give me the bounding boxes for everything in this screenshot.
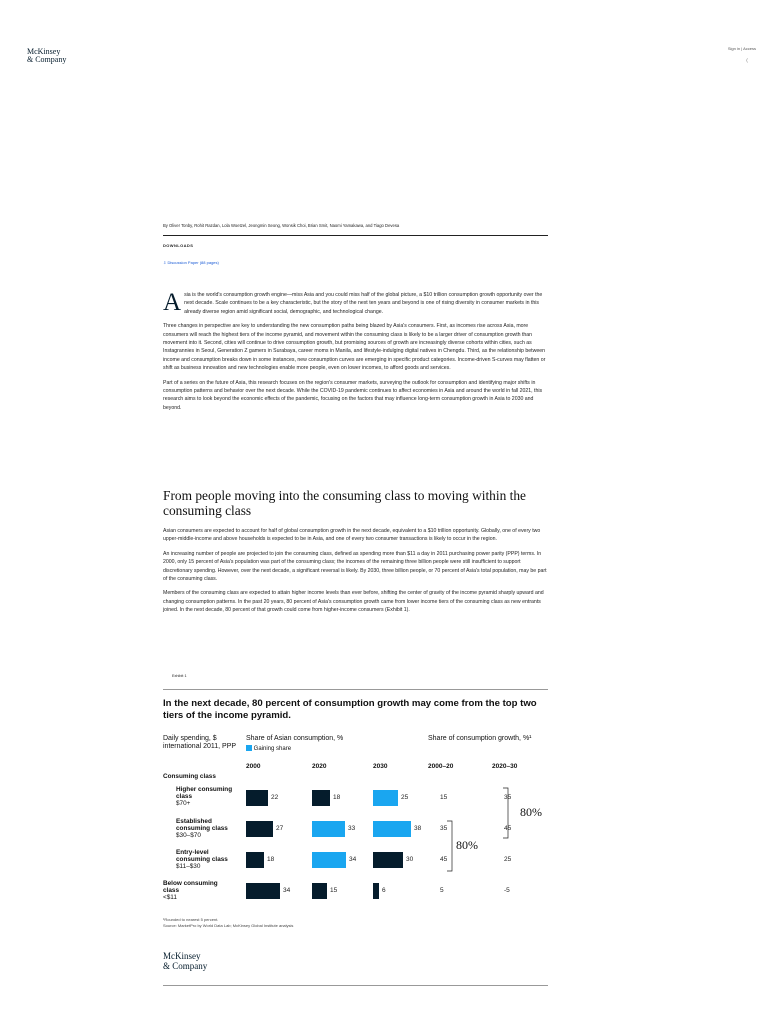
year-2030: 2030 [373, 763, 388, 770]
bracket-2000-20 [447, 821, 452, 871]
mckinsey-logo[interactable] [27, 48, 66, 64]
sign-in-link[interactable]: Sign in | Access [727, 46, 756, 51]
bar-2020-row-1 [312, 821, 345, 837]
growth-value-2000–20-row-0: 15 [440, 794, 448, 801]
logo-line2: & Company [27, 55, 67, 64]
bar-label-2030-row-1: 38 [414, 825, 422, 832]
intro-paragraph-1 [163, 291, 548, 316]
divider [163, 235, 548, 236]
bar-label-2020-row-1: 33 [348, 825, 356, 832]
growth-value-2020–30-row-1: 45 [504, 825, 512, 832]
group-label-consuming-class: Consuming class [163, 773, 216, 780]
bar-2030-row-2 [373, 852, 403, 868]
bar-2030-row-0 [373, 790, 398, 806]
growth-value-2020–30-row-3: -5 [504, 887, 510, 894]
download-icon: ⇩ [163, 260, 167, 265]
exhibit-title: In the next decade, 80 percent of consumption growth may come from the top two tiers of the income pyramid. [163, 698, 537, 721]
row-range-text: $70+ [176, 800, 191, 807]
row-range-text: <$11 [163, 894, 177, 901]
legend-swatch [246, 745, 252, 751]
bar-label-2030-row-2: 30 [406, 856, 414, 863]
exhibit-logo-line1: McKinsey [163, 951, 201, 961]
bar-label-2030-row-0: 25 [401, 794, 409, 801]
bar-label-2000-row-3: 34 [283, 887, 291, 894]
legend-gaining-share [246, 745, 291, 753]
row-label-text: Higher consuming class [176, 786, 233, 800]
bracket-label-top: 80% [520, 805, 542, 819]
bar-label-2020-row-2: 34 [349, 856, 357, 863]
intro-text [163, 291, 548, 418]
row-label-text: Below consuming class [163, 880, 218, 894]
bar-2020-row-3 [312, 883, 327, 899]
legend-label: Gaining share [253, 746, 292, 752]
section-heading: From people moving into the consuming class to moving within the consuming class [163, 488, 527, 518]
bar-label-2000-row-2: 18 [267, 856, 275, 863]
bar-label-2030-row-3: 6 [382, 887, 386, 894]
bar-2000-row-0 [246, 790, 268, 806]
section-paragraph-1: Asian consumers are expected to account for half of global consumption growth in the next decade, equivalent to a $10 trillion opportunity. Globally, one of every two upper-middle-income and above households is expected to be in Asia, and one of every two consumer transactions is likely to occur in the region. [163, 528, 541, 543]
bar-label-2000-row-1: 27 [276, 825, 284, 832]
bar-2000-row-3 [246, 883, 280, 899]
row-label-text: Entry-level consuming class [176, 849, 228, 863]
growth-brackets [440, 784, 520, 874]
row-label-text: Established consuming class [176, 818, 228, 832]
bar-2000-row-1 [246, 821, 273, 837]
download-link[interactable] [163, 259, 219, 266]
year-2000: 2000 [246, 763, 261, 770]
section-paragraph-2: An increasing number of people are projected to join the consuming class, defined as spending more than $11 a day in 2011 purchasing power parity (PPP) terms. In 2000, only 15 percent of Asia's population was part of the consuming class; the incomes of the remaining three billion people were still insufficient to support discretionary spending. However, over the next decade, a significant reversal is likely. By 2030, three billion people, or 70 percent of Asia's total population, may be part of the consuming class. [163, 550, 547, 583]
bar-2000-row-2 [246, 852, 264, 868]
intro-paragraph-3: Part of a series on the future of Asia, this research focuses on the region's consumer markets, surveying the outlook for consumption and identifying major shifts in consumption patterns and behavior over the next decade. While the COVID-19 pandemic continues to affect economies in Asia and around the world in fall 2021, this research aims to look beyond the economic effects of the pandemic, focusing on the factors that may influence long-term consumption growth in Asia to 2030 and beyond. [163, 379, 543, 411]
exhibit-logo-line2: & Company [163, 961, 208, 971]
bracket-2020-30 [503, 788, 508, 838]
section-text [163, 527, 548, 621]
download-link-label: Discussion Paper (88 pages) [167, 260, 219, 265]
col-head-share-growth: Share of consumption growth, %¹ [428, 735, 532, 742]
bar-label-2020-row-0: 18 [333, 794, 341, 801]
growth-value-2020–30-row-2: 25 [504, 856, 512, 863]
exhibit-footnote: ¹Rounded to nearest 5 percent. [163, 917, 219, 922]
logo-line1: McKinsey [27, 47, 61, 56]
growth-value-2000–20-row-3: 5 [440, 887, 444, 894]
row-label-below [163, 880, 233, 901]
growth-value-2000–20-row-1: 35 [440, 825, 448, 832]
row-range-text: $30–$70 [176, 832, 201, 839]
intro-paragraph-2: Three changes in perspective are key to understanding the new consumption paths being blazed by Asia's consumers. First, as incomes rise across Asia, more consumers will reach the highest tiers of the income pyramid, and movement within the consuming class is likely to be a larger driver of consumption growth than movement into it. Second, cities will continue to drive consumption growth, but promising sources of growth are increasingly diverse cohorts within cities, such as Instagrannies in Seoul, Generation Z gamers in Surabaya, career moms in Manila, and lifestyle-indulging digital natives in Chengdu. Third, as the relationship between income and consumption breaks down in some instances, new consumption curves are emerging in specific product categories. Income-driven S-curves may flatten or shift as business innovation and new technologies enable more people, even on lower incomes, to afford goods and services. [163, 323, 546, 372]
downloads-heading: DOWNLOADS [163, 243, 194, 248]
intro-p1-text: sia is the world's consumption growth engine—miss Asia and you could miss half of the global picture, a $10 trillion consumption growth opportunity over the next decade. Scale continues to be a key characteristic, but the story of the next ten years and beyond is one of rising diversity in consumer markets in this already diverse region amid significant social, demographic, and technological change. [184, 292, 543, 315]
row-label-entry [176, 849, 241, 870]
year-2020: 2020 [312, 763, 327, 770]
exhibit-source: Source: MarketPro by World Data Lab; McKinsey Global Institute analysis [163, 923, 294, 928]
bar-2030-row-3 [373, 883, 379, 899]
author-byline: By Oliver Tonby, Rohit Razdan, Lola Woetzel, Jeongmin Seong, Wonsik Choi, Brian Smit, Naomi Yamakawa, and Tiago Devesa [163, 223, 400, 228]
dropcap: A [163, 289, 182, 316]
menu-icon[interactable]: ⟨ [746, 58, 748, 64]
bar-2020-row-2 [312, 852, 346, 868]
row-label-higher [176, 786, 241, 807]
growth-value-2000–20-row-2: 45 [440, 856, 448, 863]
growth-value-2020–30-row-0: 35 [504, 794, 512, 801]
bracket-label-mid: 80% [456, 838, 478, 852]
bar-2030-row-1 [373, 821, 411, 837]
exhibit-top-rule [163, 689, 548, 690]
bar-2020-row-0 [312, 790, 330, 806]
period-2020-30: 2020–30 [492, 763, 518, 770]
bar-label-2020-row-3: 15 [330, 887, 338, 894]
exhibit-bottom-rule [163, 985, 548, 986]
exhibit-label: Exhibit 1 [172, 674, 187, 678]
col-head-daily-spending: Daily spending, $ international 2011, PPP [163, 735, 237, 750]
row-label-established [176, 818, 241, 839]
col-head-share-asian: Share of Asian consumption, % [246, 735, 344, 742]
row-range-text: $11–$30 [176, 863, 201, 870]
bar-label-2000-row-0: 22 [271, 794, 279, 801]
section-paragraph-3: Members of the consuming class are expected to attain higher income levels than ever before, shifting the center of gravity of the income pyramid sharply upward and changing consumption patterns. In the past 20 years, 80 percent of Asia's consumption growth came from lower income tiers of the consuming class as new entrants joined. In the next decade, 80 percent of that growth could come from higher-income consumers (Exhibit 1). [163, 590, 544, 614]
period-2000-20: 2000–20 [428, 763, 454, 770]
exhibit-logo [163, 951, 207, 971]
